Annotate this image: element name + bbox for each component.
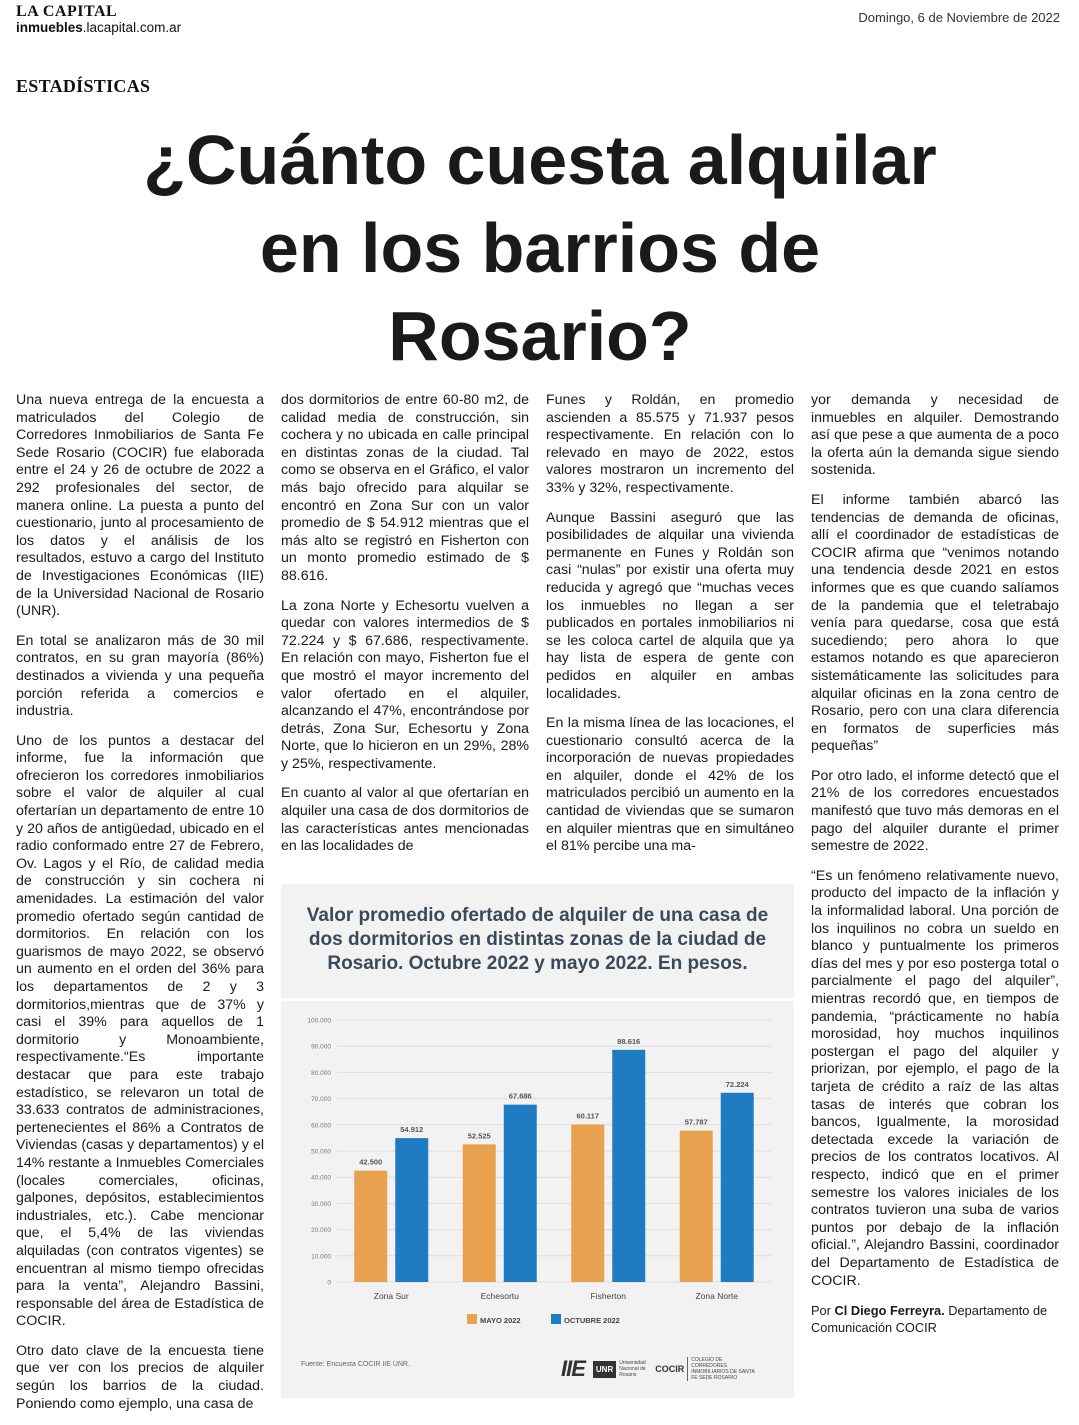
publication-date: Domingo, 6 de Noviembre de 2022 [858, 10, 1060, 25]
paragraph: “Es un fenómeno relativamente nuevo, producto del impacto de la inflación y la informalidad laboral. Una porción de los inquilinos no cobra un sueldo en blanco y puntualmente los primeros días del mes y por eso posterga total o parcialmente el pago del alquiler”, mientras recordó que, en tiempos de pandemia, “prácticamente no había morosidad, hoy muchos inquilinos postergan el pago del alquiler y priorizan, por ejemplo, el pago de la tarjeta de crédito a raíz de las altas tasas de interés que cobran los bancos, Igualmente, la morosidad detectada excede la variación de precios de los contratos locativos. Al respecto, indicó que en el primer semestre los valores iniciales de los contratos tuvieron una suba de varios puntos por debajo de la inflación oficial.”, Alejandro Bassini, coordinador del Departamento de Estadística de COCIR. [811, 867, 1059, 1289]
y-tick-label: 90.000 [311, 1043, 331, 1051]
y-tick-label: 20.000 [311, 1227, 331, 1235]
paragraph: El informe también abarcó las tendencias de demanda de oficinas, allí el coordinador de estadísticas de COCIR afirma que “venimos notando una tendencia desde 2021 en estos informes que es que cuando salíamos de la pandemia que el teletrabajo venía para quedarse, cosa que está sucediendo; pero ahora lo que estamos notando es que aparecieron sistemáticamente las solicitudes para alquilar oficinas en la zona centro de Rosario, pero con una clara diferencia en formatos de superficies más pequeñas” [811, 491, 1059, 755]
x-tick-label: Zona Sur [373, 1291, 409, 1301]
y-tick-label: 80.000 [311, 1069, 331, 1077]
data-label: 88.616 [617, 1036, 641, 1046]
bar [612, 1050, 645, 1282]
chart-title: Valor promedio ofertado de alquiler de una casa de dos dormitorios en distintas zonas de la ciudad de Rosario. Octubre 2022 y mayo 2022. En pesos. [306, 905, 769, 974]
paragraph: Uno de los puntos a destacar del informe, fue la información que ofrecieron los corredores inmobiliarios sobre el valor de alquiler al cual ofertarían un departamento de entre 10 y 20 años de antigüedad, ubicado en el radio conformado entre 27 de Febrero, Ov. Lagos y el Río, de calidad media de construcción y sin cochera ni amenidades. La estimación del valor promedio ofertado según cantidad de dormitorios. En relación con los guarismos de mayo 2022, se observó un aumento en el orden del 36% para los departamentos de 2 y 3 dormitorios,mientras que de 37% y casi el 39% para aquellos de 1 dormitorio y Monoambiente, respectivamente.“Es importante destacar que para este trabajo estadístico, se relevaron un total de 33.633 contratos de administraciones, pertenecientes el 86% a Contratos de Viviendas (casas y departamentos) y el 14% restante a Inmuebles Comerciales (locales comerciales, oficinas, galpones, depósitos, establecimientos industriales, etc.). Cabe mencionar que, el 5,4% de las viviendas alquiladas (con contratos vigentes) se encuentran al mismo tiempo ofrecidas para la venta”, Alejandro Bassini, responsable del área de Estadística de COCIR. [16, 732, 264, 1330]
data-label: 72.224 [725, 1079, 749, 1089]
y-tick-label: 40.000 [311, 1174, 331, 1182]
byline: Por Cl Diego Ferreyra. Departamento de Comunicación COCIR [811, 1303, 1048, 1336]
y-tick-label: 0 [327, 1279, 331, 1287]
x-tick-label: Zona Norte [695, 1291, 739, 1301]
paragraph: Aunque Bassini aseguró que las posibilidades de alquilar una vivienda permanente en Funes y Roldán son casi “nulas” por existir una oferta muy reducida y agregó que “muchas veces los inmuebles no llegan a ser publicados en portales inmobiliarios ni se les coloca cartel de alquila que ya hay lista de espera de gente con pedidos en alquiler en ambas localidades. [546, 509, 794, 702]
article-column-2 [281, 392, 529, 868]
bar [680, 1131, 713, 1282]
legend-swatch [551, 1314, 561, 1324]
data-label: 67.686 [508, 1091, 532, 1101]
bar [354, 1171, 387, 1282]
masthead [16, 4, 181, 36]
bar [504, 1105, 537, 1282]
paragraph: En la misma línea de las locaciones, el cuestionario consultó acerca de la incorporación de nuevas propiedades en alquiler, donde el 42% de los matriculados percibió un aumento en la cantidad de viviendas que se sumaron en alquiler mientras que en simultáneo el 81% percibe una ma- [546, 715, 794, 855]
la-capital-logo: LA CAPITAL [16, 3, 118, 20]
paragraph: Por otro lado, el informe detectó que el 21% de los corredores encuestados manifestó que tuvo más demoras en el pago del alquiler durante el primer semestre de 2022. [811, 767, 1059, 855]
legend-swatch [467, 1314, 477, 1324]
site-url[interactable]: inmuebles.lacapital.com.ar [16, 20, 182, 35]
y-tick-label: 30.000 [311, 1200, 331, 1208]
headline: ¿Cuánto cuesta alquilar en los barrios de Rosario? [143, 121, 937, 375]
y-tick-label: 70.000 [311, 1096, 331, 1104]
author-name: Cl Diego Ferreyra. [834, 1303, 945, 1319]
article-column-3 [546, 392, 794, 868]
data-label: 52.525 [467, 1131, 491, 1141]
data-label: 42.500 [359, 1157, 383, 1167]
data-label: 57.787 [684, 1117, 708, 1127]
article-column-1 [16, 392, 264, 1425]
iie-logo: IIE [561, 1356, 585, 1381]
paragraph: La zona Norte y Echesortu vuelven a quedar con valores intermedios de $ 72.224 y $ 67.686, respectivamente. En relación con mayo, Fisherton fue el que mostró el mayor incremento del valor ofertado en el alquiler, alcanzando el 47%, encontrándose por detrás, Zona Sur, Echesortu y Zona Norte, que lo hicieron en un 29%, 28% y 25%, respectivamente. [281, 597, 529, 772]
legend-label: OCTUBRE 2022 [564, 1316, 620, 1325]
section-label: ESTADÍSTICAS [16, 76, 151, 96]
paragraph: dos dormitorios de entre 60-80 m2, de calidad media de construcción, sin cochera y no ubicada en calle principal en distintas zonas de la ciudad. Tal como se observa en el Gráfico, el valor más bajo ofrecido para alquilar se encontró en Zona Sur con un valor promedio de $ 54.912 mientras que el más alto se registró en Fisherton con un monto promedio estimado de $ 88.616. [281, 392, 529, 584]
paragraph: Una nueva entrega de la encuesta a matriculados del Colegio de Corredores Inmobiliarios de Santa Fe Sede Rosario (COCIR) fue elaborada entre el 24 y 26 de octubre de 2022 a 292 profesionales del sector, de manera online. La puesta a punto del cuestionario, junto al procesamiento de los datos y el análisis de los resultados, estuvo a cargo del Instituto de Investigaciones Económicas (IIE) de la Universidad Nacional de Rosario (UNR). [16, 392, 264, 620]
y-tick-label: 100.000 [307, 1017, 331, 1025]
bar [571, 1124, 604, 1282]
legend-label: MAYO 2022 [480, 1316, 521, 1325]
x-tick-label: Fisherton [590, 1291, 626, 1301]
paragraph: Otro dato clave de la encuesta tiene que ver con los precios de alquiler según los barrios de la ciudad. Poniendo como ejemplo, una casa de [16, 1342, 264, 1412]
bar [463, 1144, 496, 1282]
paragraph: En cuanto al valor al que ofertarían en alquiler una casa de dos dormitorios de las características antes mencionadas en las localidades de [281, 785, 529, 855]
bar [721, 1093, 754, 1282]
y-tick-label: 50.000 [311, 1148, 331, 1156]
bar [395, 1138, 428, 1282]
y-tick-label: 60.000 [311, 1122, 331, 1130]
paragraph: En total se analizaron más de 30 mil contratos, en su gran mayoría (86%) destinados a vivienda y una pequeña porción referida a comercios e industria. [16, 632, 264, 720]
data-label: 60.117 [576, 1111, 600, 1121]
article-column-4 [811, 392, 1059, 1336]
chart-plot [281, 884, 794, 1398]
cocir-logo: COCIR COLEGIO DE CORREDORES INMOBILIARIOS DE SANTA FE SEDE ROSARIO [655, 1357, 759, 1381]
bar-chart [281, 884, 794, 1398]
data-label: 54.912 [400, 1125, 424, 1135]
unr-logo: UNR Universidad Nacional de Rosario [593, 1360, 647, 1378]
paragraph: Funes y Roldán, en promedio ascienden a 85.575 y 71.937 pesos respectivamente. En relación con lo relevado en mayo de 2022, estos valores mostraron un incremento del 33% y 32%, respectivamente. [546, 392, 794, 496]
x-tick-label: Echesortu [480, 1291, 519, 1301]
chart-source: Fuente: Encuesta COCIR IIE UNR. [301, 1361, 410, 1368]
paragraph: yor demanda y necesidad de inmuebles en alquiler. Demostrando así que pese a que aumenta de a poco la oferta aún la demanda sigue siendo sostenida. [811, 392, 1059, 479]
institution-logos [561, 1356, 759, 1382]
y-tick-label: 10.000 [311, 1253, 331, 1261]
